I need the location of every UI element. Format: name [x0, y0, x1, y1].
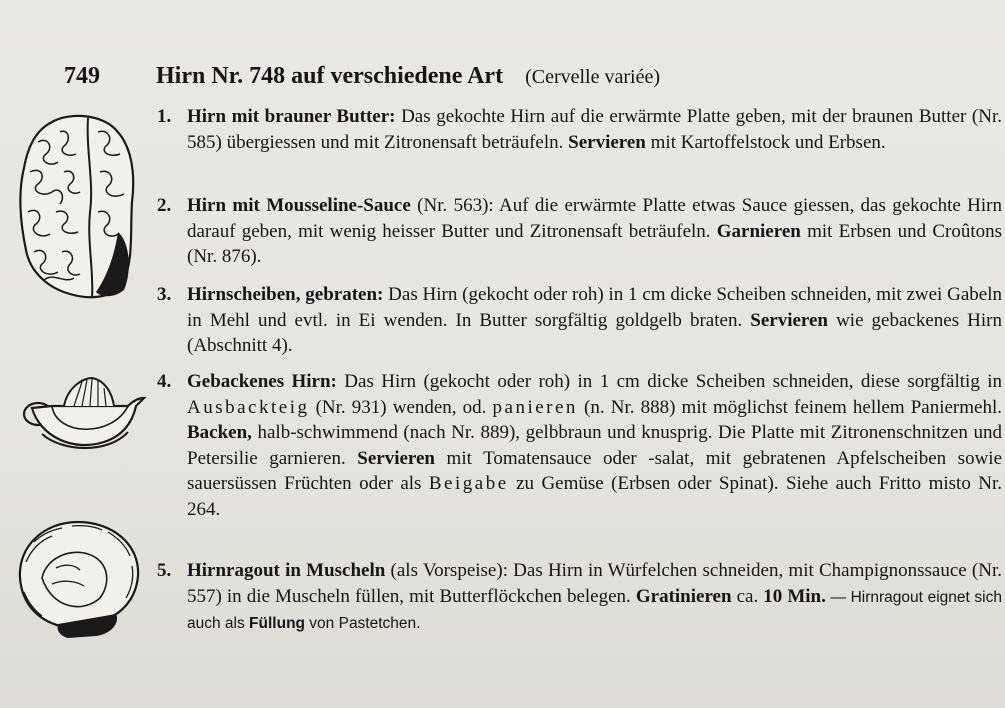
text-run: wie gebackenes Hirn (Abschnitt 4).: [187, 309, 1002, 356]
item-heading: Hirn mit brauner Butter:: [187, 106, 396, 127]
text-run: (Nr. 931) wenden, od.: [309, 396, 493, 418]
recipe-title-fr: (Cervelle variée): [525, 66, 660, 88]
lemon-squeezer-illustration: [12, 376, 150, 456]
scallop-shell-illustration: [12, 518, 144, 638]
item-heading: Hirnscheiben, gebraten:: [187, 284, 384, 305]
recipe-title-de: Hirn Nr. 748 auf verschiedene Art: [156, 63, 504, 89]
text-run: zu Gemüse (Erbsen oder Spinat). Siehe auch Fritto misto Nr. 264.: [187, 473, 1003, 520]
emphasis: 10 Min.: [763, 585, 826, 607]
spaced-term: Beigabe: [428, 473, 509, 494]
text-run: mit Kartoffelstock und Erbsen.: [645, 131, 886, 153]
list-item-5: [157, 558, 1002, 637]
text-run: halb-schwimmend (nach Nr. 889), gelbbraun und knusprig. Die Platte mit Zitronenschnitzen und Petersilie garnieren.: [187, 422, 1002, 469]
item-number: 1.: [157, 106, 172, 127]
text-run: Das Hirn (gekocht oder roh) in 1 cm dicke Scheiben schneiden, mit zwei Gabeln in Mehl und evtl. in Ei wenden. In Butter sorgfältig goldgelb braten.: [187, 284, 1002, 331]
text-run: Das gekochte Hirn auf die erwärmte Platte geben, mit der braunen Butter (Nr. 585) übergiessen und mit Zitronensaft beträufeln.: [187, 106, 1002, 153]
spaced-term: panieren: [492, 396, 578, 418]
emphasis-small: Füllung: [249, 615, 305, 632]
text-run: mit Erbsen und Croûtons (Nr. 876).: [187, 220, 1002, 267]
item-number: 2.: [157, 195, 172, 216]
spaced-term: Ausbackteig: [187, 396, 310, 418]
item-text: [187, 193, 1002, 270]
emphasis: Gratinieren: [635, 585, 732, 607]
small-text-run: von Pastetchen.: [305, 615, 421, 632]
item-number: 3.: [157, 284, 172, 305]
text-run: (n. Nr. 888) mit möglichst feinem hellem Paniermehl.: [577, 396, 1002, 418]
emphasis: Garnieren: [716, 220, 801, 242]
list-item-2: [157, 193, 1002, 270]
list-item-4: [157, 369, 1002, 522]
item-number: 4.: [157, 371, 172, 392]
recipe-number: 749: [64, 63, 100, 89]
text-run: (als Vorspeise): Das Hirn in Würfelchen schneiden, mit Champignonssauce (Nr. 557) in die Muscheln füllen, mit Butterflöckchen belegen.: [187, 560, 1003, 607]
item-heading: Hirnragout in Muscheln: [187, 560, 386, 581]
list-item-1: [157, 104, 1002, 155]
text-run: Das Hirn (gekocht oder roh) in 1 cm dicke Scheiben schneiden, diese sorgfältig in: [336, 371, 1002, 392]
list-item-3: [157, 282, 1002, 359]
text-run: mit Tomatensauce oder -salat, mit gebratenen Apfelscheiben sowie sauersüssen Früchten oder als: [187, 447, 1003, 494]
text-run: ca.: [731, 585, 764, 607]
emphasis: Servieren: [568, 131, 646, 153]
emphasis: Servieren: [750, 309, 829, 331]
item-text: [187, 104, 1002, 155]
emphasis: Servieren: [357, 447, 436, 469]
item-heading: Hirn mit Mousseline-Sauce: [187, 195, 411, 216]
emphasis: Backen,: [187, 422, 252, 443]
item-number: 5.: [157, 560, 172, 581]
brain-illustration: [14, 112, 140, 302]
small-text-run: — Hirnragout eignet sich auch als: [187, 588, 1002, 632]
recipe-title: [156, 63, 660, 90]
item-text: [187, 282, 1002, 359]
item-heading: Gebackenes Hirn:: [187, 371, 337, 392]
item-text: [187, 369, 1002, 522]
text-run: (Nr. 563): Auf die erwärmte Platte etwas Sauce giessen, das gekochte Hirn darauf geben, mit wenig heisser Butter und Zitronensaft beträufeln.: [187, 195, 1002, 242]
item-text: [187, 558, 1002, 637]
